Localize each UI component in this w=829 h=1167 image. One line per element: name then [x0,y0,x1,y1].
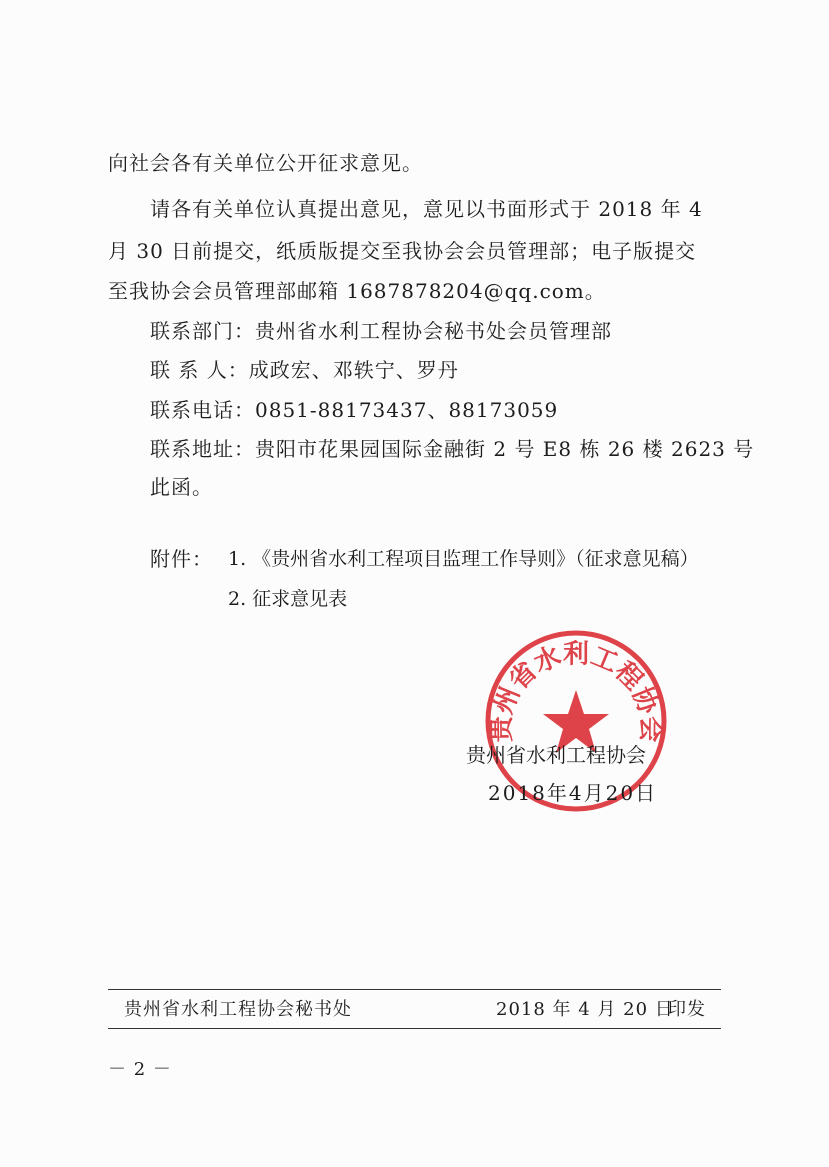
footer-top-rule [108,989,721,990]
footer-bottom-rule [108,1028,721,1029]
attachment-item-1: 1. 《贵州省水利工程项目监理工作导则》（征求意见稿） [228,548,699,570]
contact-address [150,436,754,462]
page-number: － 2 － [108,1059,172,1080]
contact-person [150,357,459,383]
contact-person-label: 联 系 人： [150,358,249,382]
body-para2-line2: 月 30 日前提交，纸质版提交至我协会会员管理部；电子版提交 [108,239,697,263]
contact-address-value: 贵阳市花果园国际金融街 2 号 E8 栋 26 楼 2623 号 [255,437,755,461]
signature-org: 贵州省水利工程协会 [466,743,646,767]
contact-phone-value: 0851-88173437、88173059 [255,398,559,422]
body-para2-line1: 请各有关单位认真提出意见，意见以书面形式于 2018 年 4 [150,197,703,221]
contact-phone [150,397,558,423]
footer-action: 印发 [668,999,706,1020]
contact-person-value: 成政宏、邓轶宁、罗丹 [248,358,459,382]
contact-dept-label: 联系部门： [150,319,255,343]
signature-date: 2018年4月20日 [488,781,658,805]
attachment-item-2: 2. 征求意见表 [228,588,348,610]
body-para2-line3: 至我协会会员管理部邮箱 1687878204@qq.com。 [108,279,606,303]
body-line-1: 向社会各有关单位公开征求意见。 [108,151,423,175]
attachment-label: 附件： [150,547,213,571]
footer-date: 2018 年 4 月 20 日 [496,999,674,1020]
contact-dept [150,318,612,344]
contact-phone-label: 联系电话： [150,398,255,422]
closing-text: 此函。 [150,475,213,499]
contact-address-label: 联系地址： [150,437,255,461]
seal-text: 贵州省水利工程协会 [486,639,666,743]
contact-dept-value: 贵州省水利工程协会秘书处会员管理部 [255,319,612,343]
footer-issuer: 贵州省水利工程协会秘书处 [124,999,352,1020]
